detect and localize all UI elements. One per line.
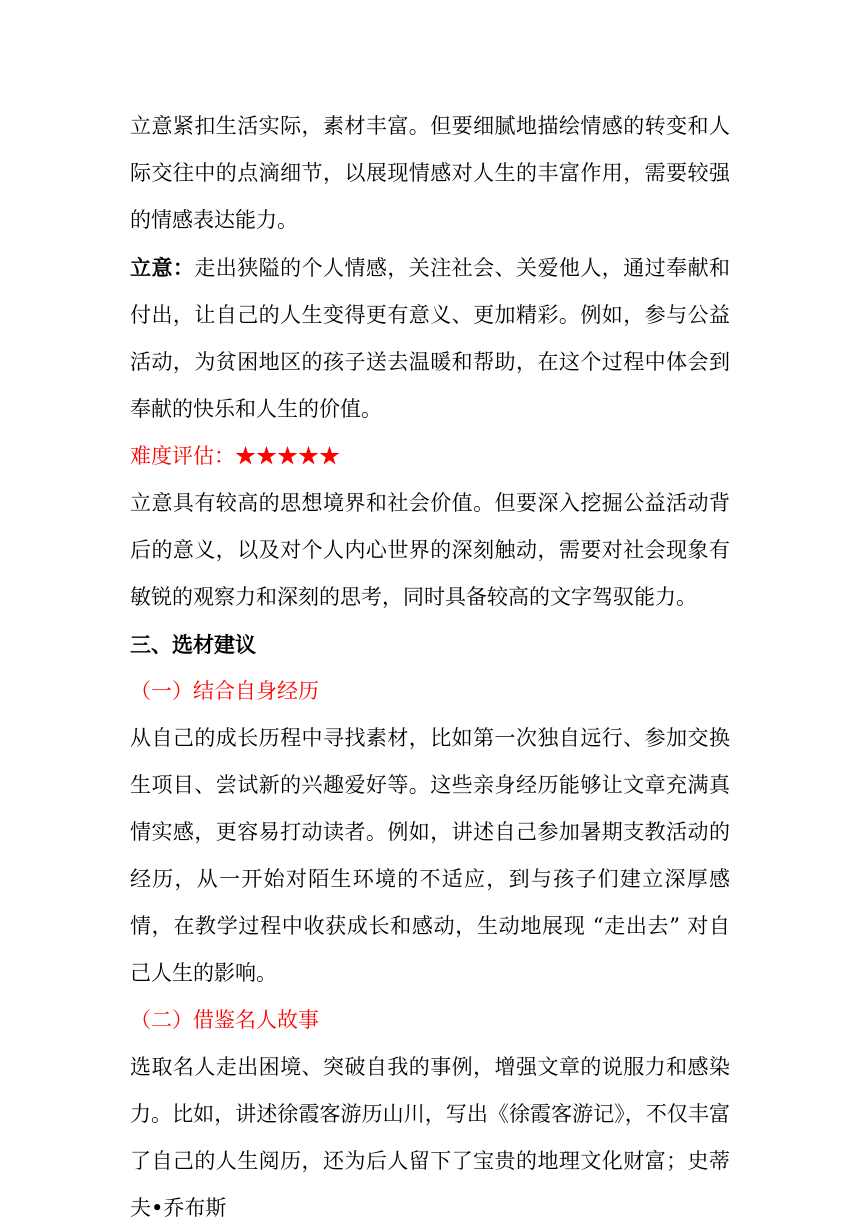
star-rating-icon: ★★★★★ — [235, 444, 340, 468]
paragraph-difficulty-explanation-2: 立意具有较高的思想境界和社会价值。但要深入挖掘公益活动背后的意义，以及对个人内心世界的深刻触动，需要对社会现象有敏锐的观察力和深刻的思考，同时具备较高的文字驾驭能力。 — [130, 491, 730, 609]
difficulty-label: 难度评估： — [130, 444, 235, 468]
subheading-celebrity-stories: （二）借鉴名人故事 — [130, 1008, 319, 1032]
theme-label: 立意： — [130, 255, 195, 280]
document-body — [130, 103, 730, 1232]
paragraph-theme — [130, 244, 730, 433]
paragraph-difficulty-explanation-1: 立意紧扣生活实际，素材丰富。但要细腻地描绘情感的转变和人际交往中的点滴细节，以展现情感对人生的丰富作用，需要较强的情感表达能力。 — [130, 114, 730, 232]
paragraph-celebrity-stories: 选取名人走出困境、突破自我的事例，增强文章的说服力和感染力。比如，讲述徐霞客游历山川，写出《徐霞客游记》，不仅丰富了自己的人生阅历，还为后人留下了宝贵的地理文化财富；史蒂夫•乔布斯 — [130, 1055, 730, 1220]
section-heading-material-suggestions: 三、选材建议 — [130, 632, 256, 657]
paragraph-own-experience: 从自己的成长历程中寻找素材，比如第一次独自远行、参加交换生项目、尝试新的兴趣爱好等。这些亲身经历能够让文章充满真情实感，更容易打动读者。例如，讲述自己参加暑期支教活动的经历，从一开始对陌生环境的不适应，到与孩子们建立深厚感情，在教学过程中收获成长和感动，生动地展现 “走出去” 对自己人生的影响。 — [130, 726, 730, 985]
difficulty-rating — [130, 433, 730, 480]
theme-text: 走出狭隘的个人情感，关注社会、关爱他人，通过奉献和付出，让自己的人生变得更有意义、更加精彩。例如，参与公益活动，为贫困地区的孩子送去温暖和帮助，在这个过程中体会到奉献的快乐和人生的价值。 — [130, 256, 731, 421]
subheading-own-experience: （一）结合自身经历 — [130, 679, 319, 703]
